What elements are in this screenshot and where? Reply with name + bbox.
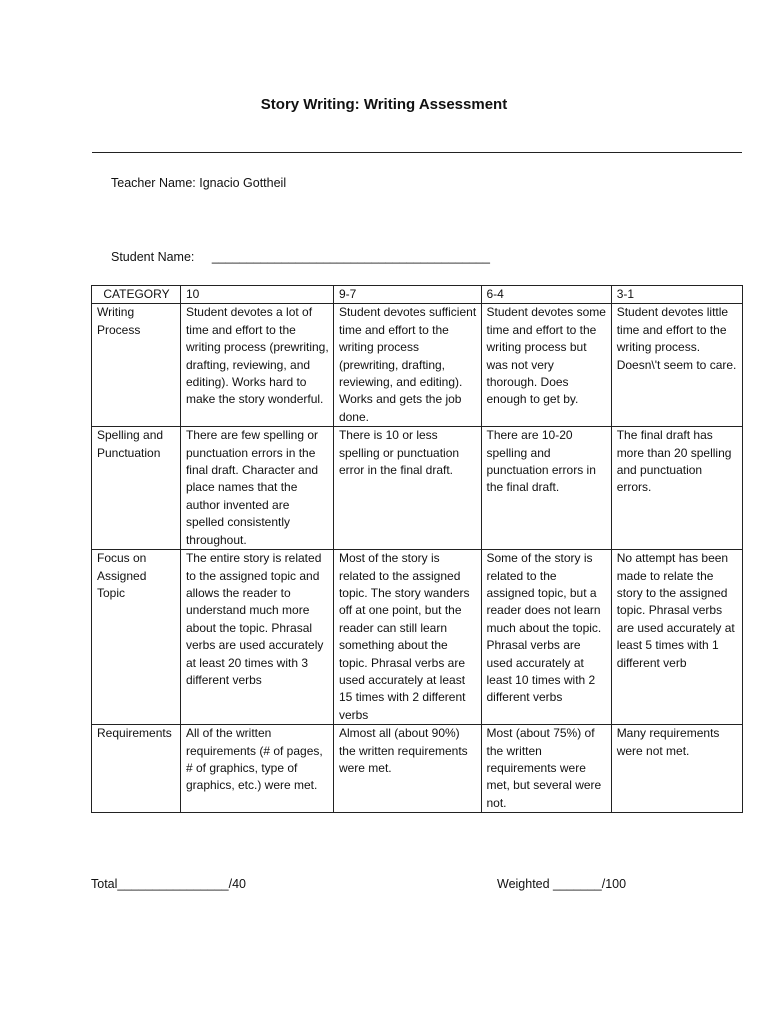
student-name-blank: ________________________________________ <box>211 250 490 264</box>
table-cell: Student devotes little time and effort to the writing process. Doesn\'t seem to care. <box>611 304 742 427</box>
row-category: Spelling and Punctuation <box>92 427 181 550</box>
table-cell: The entire story is related to the assigned topic and allows the reader to understand much more about the topic. Phrasal verbs are used accurately at least 20 times with 3 different verbs <box>180 550 333 725</box>
table-cell: Almost all (about 90%) the written requirements were met. <box>333 725 481 813</box>
header-score-3-1: 3-1 <box>611 286 742 304</box>
header-score-10: 10 <box>180 286 333 304</box>
header-category: CATEGORY <box>92 286 181 304</box>
table-cell: There is 10 or less spelling or punctuation error in the final draft. <box>333 427 481 550</box>
header-score-9-7: 9-7 <box>333 286 481 304</box>
teacher-line <box>111 176 286 190</box>
header-row <box>92 286 743 304</box>
table-cell: No attempt has been made to relate the story to the assigned topic. Phrasal verbs are used accurately at least 5 times with 1 different verb <box>611 550 742 725</box>
table-cell: There are 10-20 spelling and punctuation errors in the final draft. <box>481 427 611 550</box>
student-line <box>111 250 490 264</box>
table-row <box>92 304 743 427</box>
table-cell: Most of the story is related to the assigned topic. The story wanders off at one point, but the reader can still learn something about the topic. Phrasal verbs are used accurately at least 15 times with 2 different verbs <box>333 550 481 725</box>
total-score-line: Total________________/40 <box>91 877 247 891</box>
table-row <box>92 725 743 813</box>
table-cell: Many requirements were not met. <box>611 725 742 813</box>
table-row <box>92 427 743 550</box>
student-label: Student Name: <box>111 250 195 264</box>
table-cell: Student devotes sufficient time and effort to the writing process (prewriting, drafting, reviewing, and editing). Works and gets the job done. <box>333 304 481 427</box>
table-cell: All of the written requirements (# of pages, # of graphics, type of graphics, etc.) were met. <box>180 725 333 813</box>
row-category: Writing Process <box>92 304 181 427</box>
table-cell: The final draft has more than 20 spelling and punctuation errors. <box>611 427 742 550</box>
table-row <box>92 550 743 725</box>
document-title: Story Writing: Writing Assessment <box>260 96 508 113</box>
horizontal-rule <box>92 152 742 153</box>
rubric-table <box>91 285 743 813</box>
table-cell: Some of the story is related to the assigned topic, but a reader does not learn much about the topic. Phrasal verbs are used accurately at least 10 times with 2 different verbs <box>481 550 611 725</box>
header-score-6-4: 6-4 <box>481 286 611 304</box>
row-category: Requirements <box>92 725 181 813</box>
table-cell: There are few spelling or punctuation errors in the final draft. Character and place names that the author invented are spelled consistently throughout. <box>180 427 333 550</box>
table-cell: Student devotes a lot of time and effort to the writing process (prewriting, drafting, reviewing, and editing). Works hard to make the story wonderful. <box>180 304 333 427</box>
teacher-name: Ignacio Gottheil <box>199 176 287 190</box>
table-cell: Most (about 75%) of the written requirements were met, but several were not. <box>481 725 611 813</box>
weighted-score-line: Weighted _______/100 <box>497 877 627 891</box>
table-cell: Student devotes some time and effort to the writing process but was not very thorough. Does enough to get by. <box>481 304 611 427</box>
teacher-label: Teacher Name: <box>111 176 196 190</box>
row-category: Focus on Assigned Topic <box>92 550 181 725</box>
